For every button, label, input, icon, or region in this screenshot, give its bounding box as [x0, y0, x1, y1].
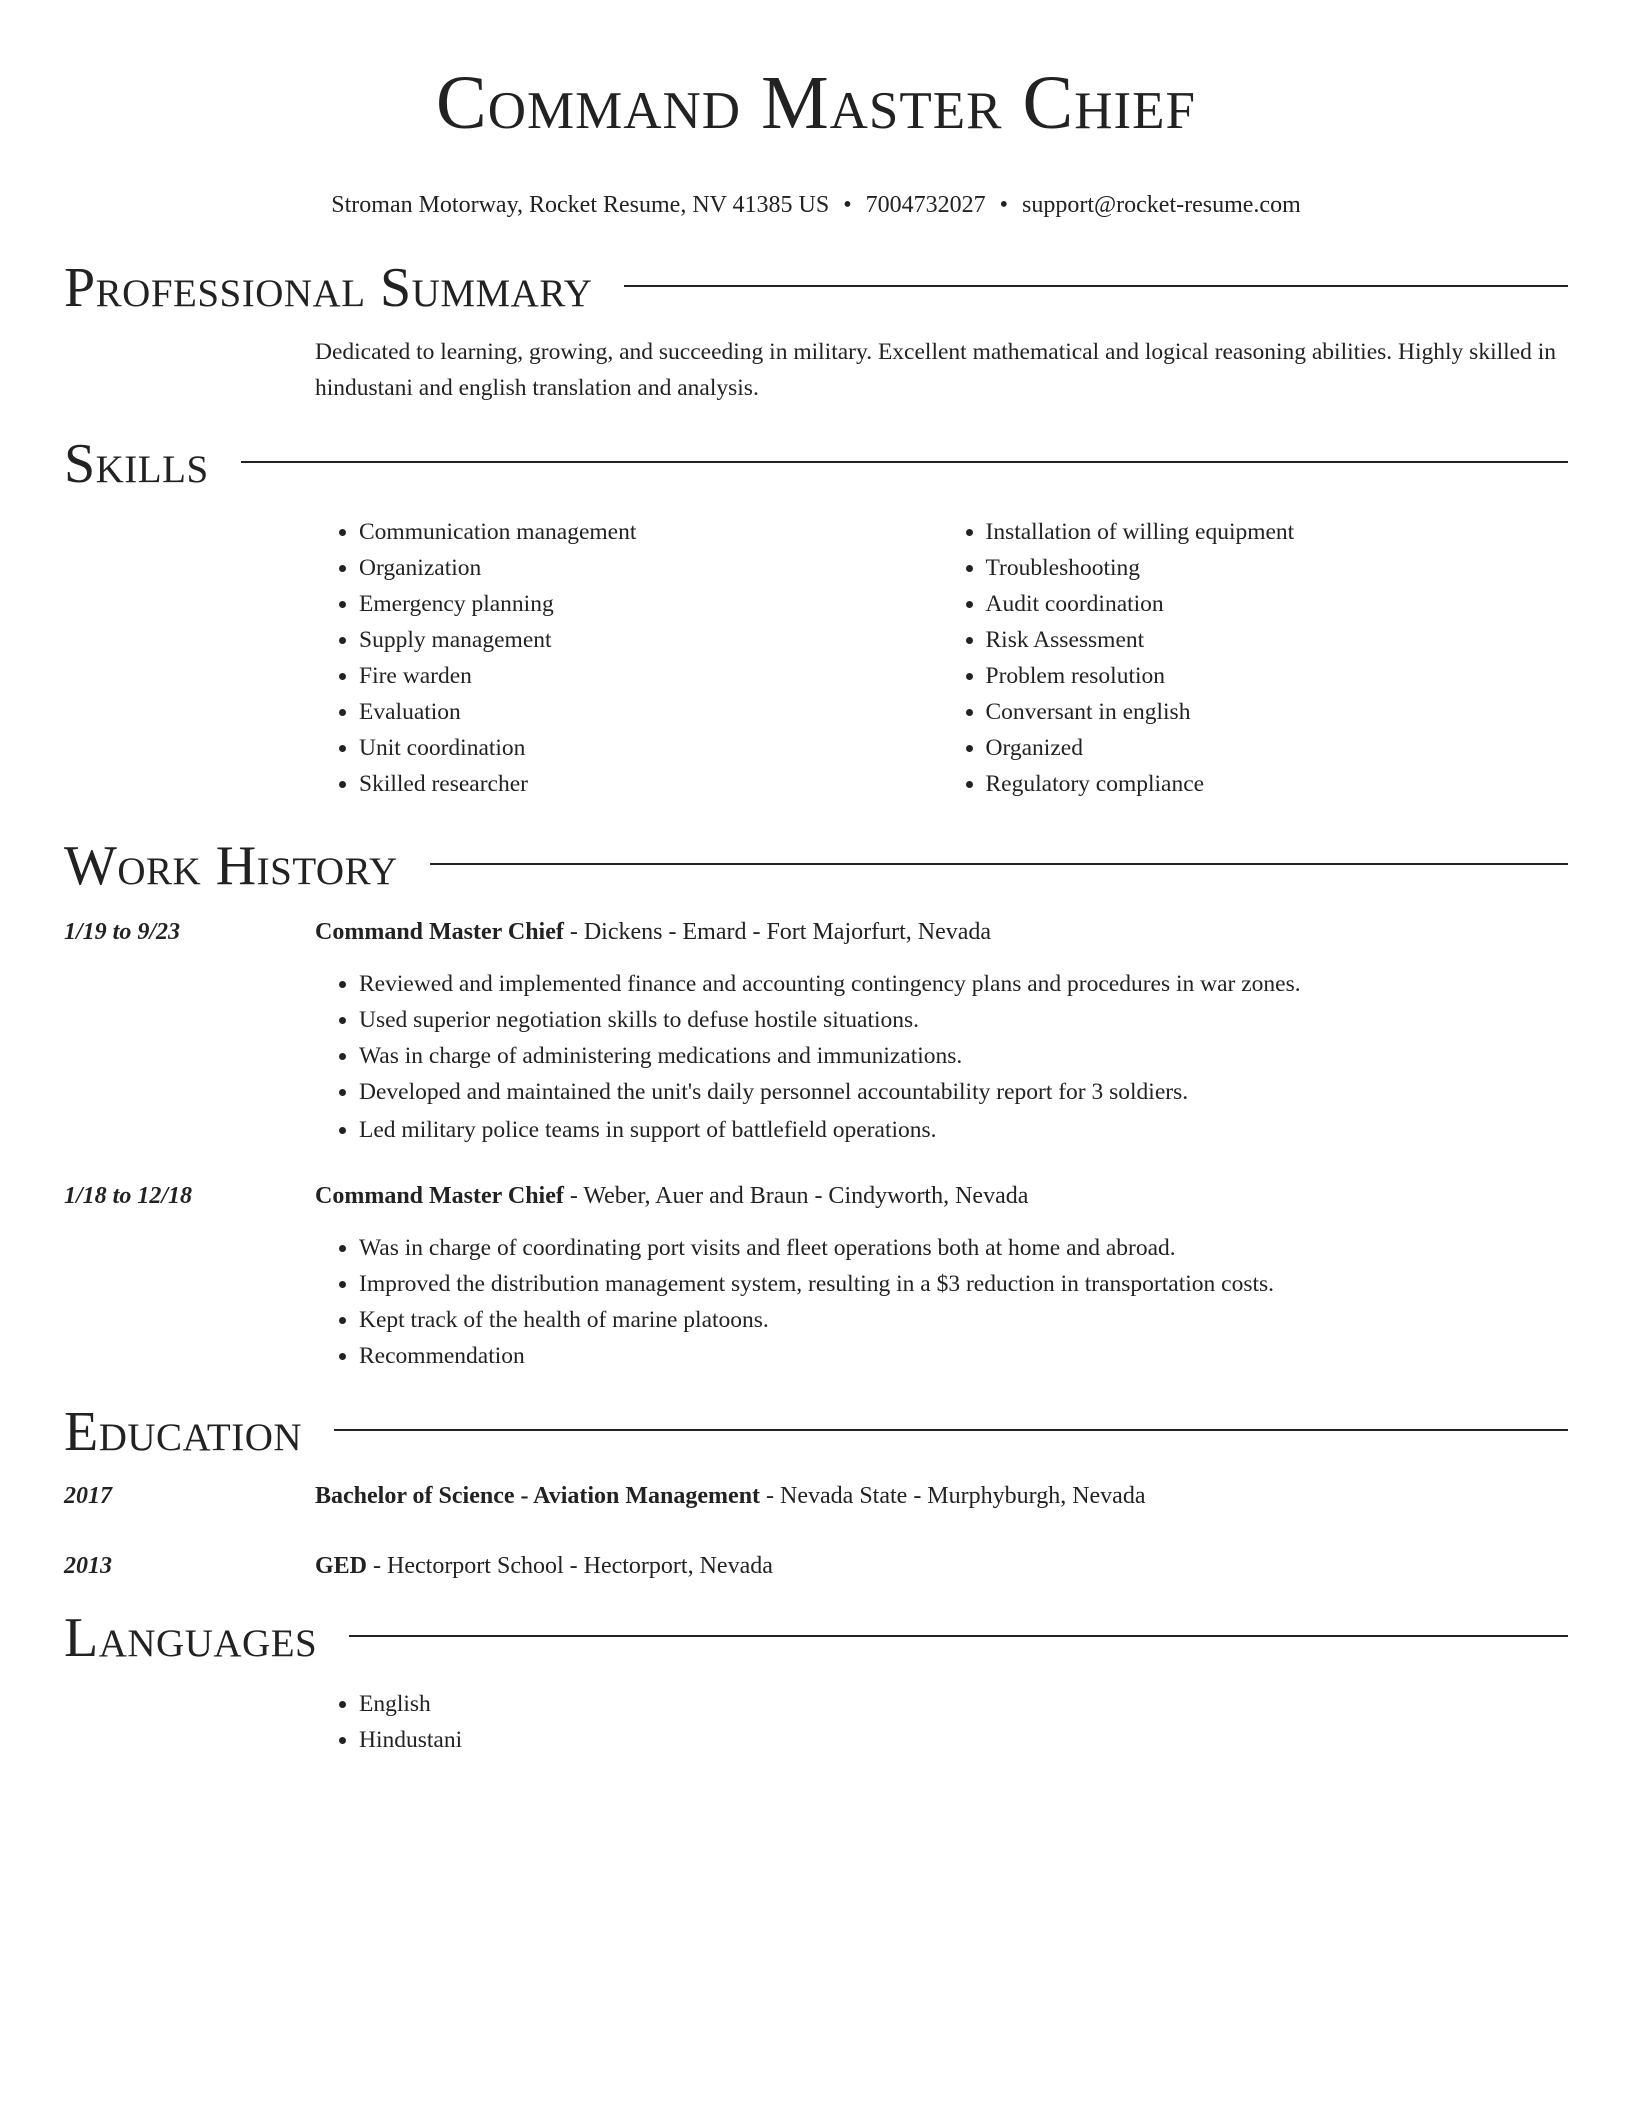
skills-heading: Skills — [64, 433, 209, 495]
skills-section-header — [64, 432, 1568, 496]
education-heading: Education — [64, 1401, 303, 1463]
contact-email: support@rocket-resume.com — [1022, 192, 1301, 218]
skill-item: • Supply management — [359, 622, 942, 658]
contact-separator: • — [843, 192, 852, 218]
contact-separator: • — [999, 192, 1009, 218]
language-item: • English — [359, 1686, 1568, 1722]
skill-item: • Troubleshooting — [986, 550, 1569, 586]
work-title-line — [315, 1178, 1568, 1214]
skill-item: • Organized — [986, 730, 1569, 766]
skills-list-right — [942, 514, 1569, 802]
skill-item: • Evaluation — [359, 694, 942, 730]
education-entry-body — [315, 1548, 1568, 1584]
work-entry — [64, 914, 1568, 1148]
job-employer: - Weber, Auer and Braun - Cindyworth, Nevada — [563, 1183, 1029, 1209]
education-entry — [64, 1548, 1568, 1584]
skill-item: • Audit coordination — [986, 586, 1569, 622]
summary-section-header — [64, 256, 1568, 320]
work-title-line — [315, 914, 1568, 950]
work-section-header — [64, 834, 1568, 898]
skill-item: • Emergency planning — [359, 586, 942, 622]
summary-heading: Professional Summary — [64, 257, 593, 319]
work-entry — [64, 1178, 1568, 1374]
job-bullet: • Developed and maintained the unit's daily personnel accountability report for 3 soldiers. — [359, 1074, 1568, 1110]
work-dates: 1/18 to 12/18 — [64, 1183, 193, 1209]
skill-item: • Risk Assessment — [986, 622, 1569, 658]
education-year: 2013 — [64, 1553, 112, 1579]
education-section-header — [64, 1400, 1568, 1464]
section-divider — [624, 285, 1568, 287]
job-bullet: • Reviewed and implemented finance and accounting contingency plans and procedures in war zones. — [359, 966, 1568, 1002]
job-bullet: • Was in charge of coordinating port visits and fleet operations both at home and abroad. — [359, 1230, 1568, 1266]
languages-heading: Languages — [64, 1607, 318, 1669]
candidate-name: Command Master Chief — [436, 61, 1196, 145]
languages-content — [315, 1686, 1568, 1758]
contact-line — [64, 190, 1568, 220]
school-details: - Hectorport School - Hectorport, Nevada — [367, 1553, 773, 1579]
languages-list — [315, 1686, 1568, 1758]
job-employer: - Dickens - Emard - Fort Majorfurt, Nevada — [563, 919, 992, 945]
language-item: • Hindustani — [359, 1722, 1568, 1758]
job-title: Command Master Chief — [315, 1183, 564, 1209]
skill-item: • Problem resolution — [986, 658, 1569, 694]
skill-item: • Fire warden — [359, 658, 942, 694]
skills-grid — [315, 514, 1568, 802]
skill-item: • Communication management — [359, 514, 942, 550]
skill-item: • Conversant in english — [986, 694, 1569, 730]
section-divider — [334, 1429, 1568, 1431]
job-bullet: • Used superior negotiation skills to defuse hostile situations. — [359, 1002, 1568, 1038]
education-year: 2017 — [64, 1483, 112, 1509]
section-divider — [430, 863, 1568, 865]
job-title: Command Master Chief — [315, 919, 564, 945]
section-divider — [349, 1635, 1568, 1637]
work-entry-body — [315, 914, 1568, 1148]
job-bullet: • Recommendation — [359, 1338, 1568, 1374]
summary-text: Dedicated to learning, growing, and succeeding in military. Excellent mathematical and logical reasoning abilities. Highly skilled in hindustani and english translation and analysis. — [315, 339, 1557, 401]
section-divider — [241, 461, 1568, 463]
job-bullet: • Led military police teams in support of battlefield operations. — [359, 1112, 1568, 1148]
skill-item: • Skilled researcher — [359, 766, 942, 802]
work-entry-body — [315, 1178, 1568, 1374]
contact-phone: 7004732027 — [865, 192, 986, 218]
skill-item: • Unit coordination — [359, 730, 942, 766]
skill-item: • Installation of willing equipment — [986, 514, 1569, 550]
languages-section-header — [64, 1606, 1568, 1670]
education-entry — [64, 1478, 1568, 1514]
job-bullet: • Was in charge of administering medications and immunizations. — [359, 1038, 1568, 1074]
education-entry-body — [315, 1478, 1568, 1514]
skill-item: • Organization — [359, 550, 942, 586]
skills-list-left — [315, 514, 942, 802]
contact-address: Stroman Motorway, Rocket Resume, NV 41385 US — [331, 192, 830, 218]
job-bullet: • Kept track of the health of marine platoons. — [359, 1302, 1568, 1338]
work-dates: 1/19 to 9/23 — [64, 919, 181, 945]
job-bullet: • Improved the distribution management system, resulting in a $3 reduction in transportation costs. — [359, 1266, 1568, 1302]
job-bullets — [315, 1230, 1568, 1374]
degree-title: GED — [315, 1553, 368, 1579]
degree-title: Bachelor of Science - Aviation Management — [315, 1483, 761, 1509]
job-bullets — [315, 966, 1568, 1148]
school-details: - Nevada State - Murphyburgh, Nevada — [760, 1483, 1146, 1509]
work-heading: Work History — [64, 835, 398, 897]
skill-item: • Regulatory compliance — [986, 766, 1569, 802]
